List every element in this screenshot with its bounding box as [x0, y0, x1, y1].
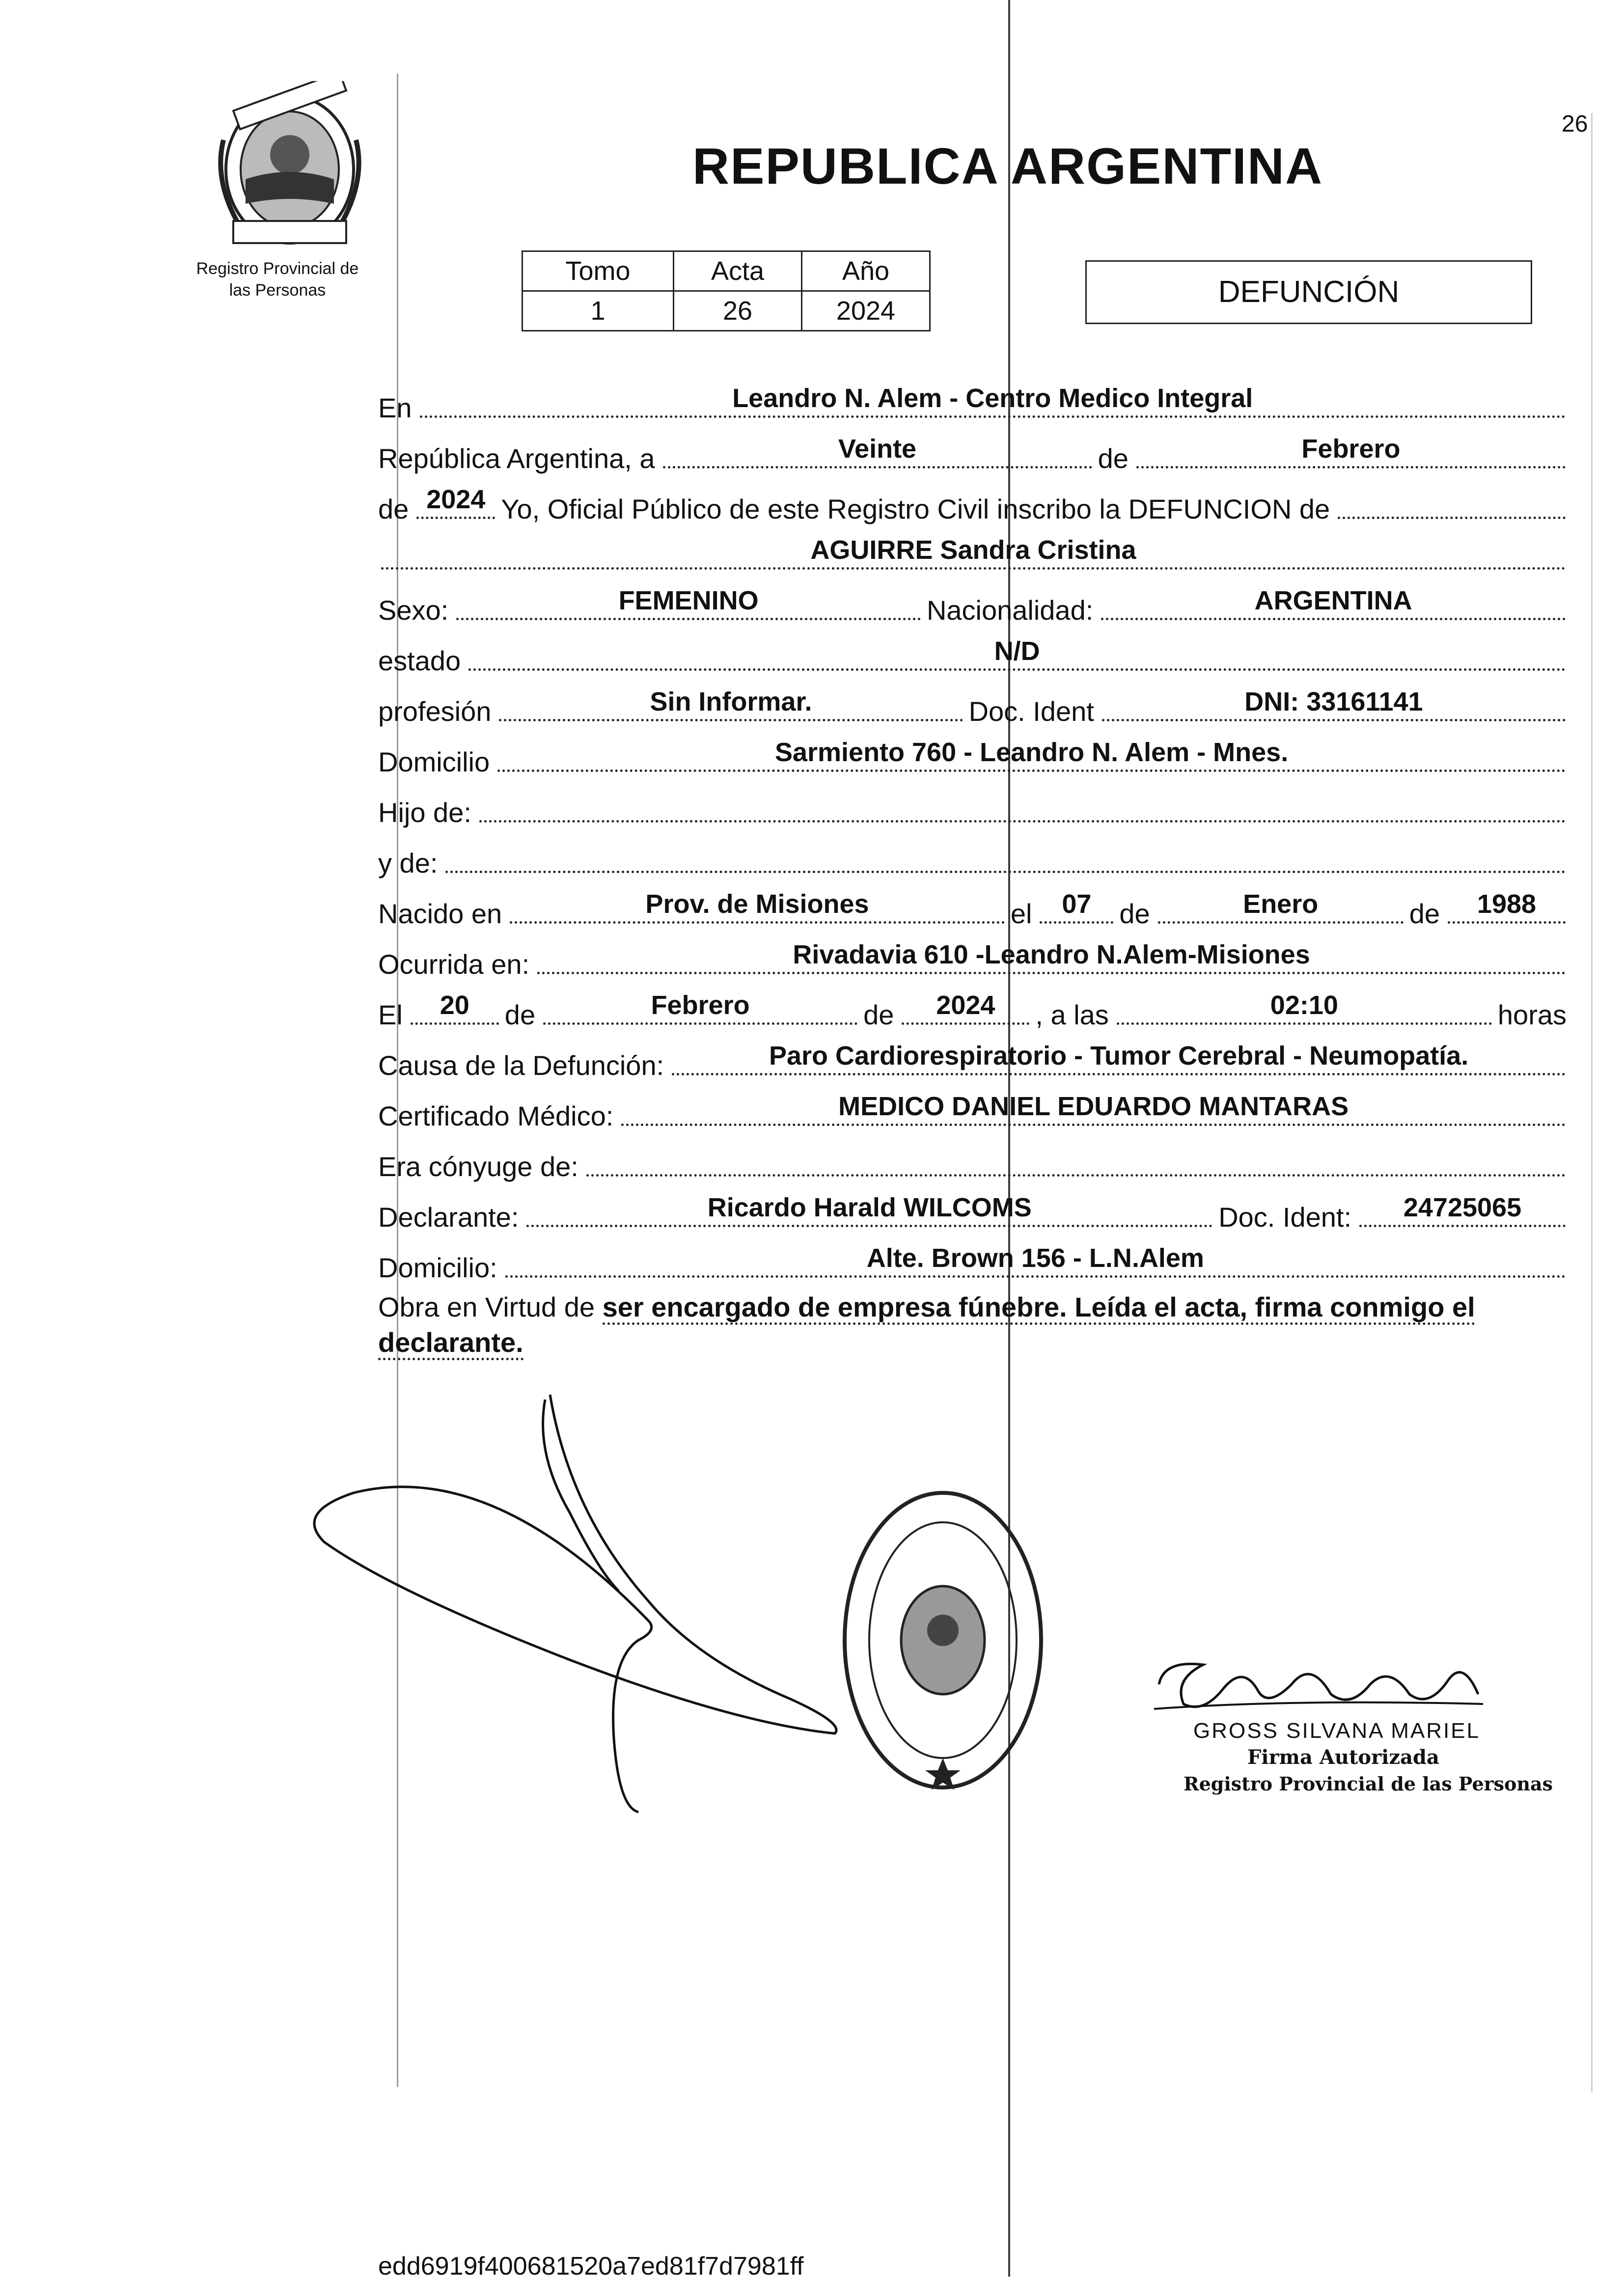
estado-value: N/D	[468, 636, 1566, 671]
right-edge-line	[1591, 113, 1593, 2092]
ocurrida-value: Rivadavia 610 -Leandro N.Alem-Misiones	[537, 939, 1566, 974]
alas-label: , a las	[1035, 999, 1109, 1030]
decl-domicilio-value: Alte. Brown 156 - L.N.Alem	[505, 1243, 1566, 1278]
obra-label: Obra en Virtud de	[378, 1292, 595, 1322]
estado-label: estado	[378, 645, 461, 676]
registry-label-line2: las Personas	[229, 281, 326, 300]
death-year-value: 2024	[902, 990, 1029, 1025]
document-hash: edd6919f400681520a7ed81f7d7981ff	[378, 2252, 804, 2281]
declarant-signature	[295, 1385, 908, 1827]
signatory-org: Registro Provincial de las Personas	[1184, 1773, 1553, 1795]
hijo-label: Hijo de:	[378, 797, 471, 828]
conyuge-label: Era cónyuge de:	[378, 1151, 578, 1182]
officer-blank	[1338, 515, 1566, 519]
profesion-value: Sin Informar.	[499, 687, 963, 721]
el2-label: El	[378, 999, 403, 1030]
sexo-value: FEMENINO	[456, 585, 921, 620]
domicilio-label: Domicilio	[378, 746, 490, 777]
conyuge-value	[586, 1172, 1566, 1177]
death-day-value: 20	[411, 990, 499, 1025]
en-label: En	[378, 392, 412, 423]
row-conyuge	[378, 1132, 1571, 1182]
officer-signature	[1144, 1650, 1488, 1719]
birth-year-value: 1988	[1448, 889, 1566, 924]
nacido-value: Prov. de Misiones	[510, 889, 1005, 924]
registry-label	[169, 258, 385, 301]
row-declarante	[378, 1182, 1571, 1233]
ocurrida-label: Ocurrida en:	[378, 949, 530, 980]
row-place	[378, 373, 1571, 424]
row-deceased	[378, 525, 1571, 576]
certificado-value: MEDICO DANIEL EDUARDO MANTARAS	[621, 1091, 1566, 1126]
birth-de2-label: de	[1409, 898, 1440, 929]
page-title: REPUBLICA ARGENTINA	[692, 138, 1323, 195]
acta-value: 26	[674, 291, 802, 331]
nacionalidad-label: Nacionalidad:	[926, 595, 1094, 626]
birth-day-value: 07	[1040, 889, 1113, 924]
death-time-value: 02:10	[1117, 990, 1492, 1025]
decl-domicilio-label: Domicilio:	[378, 1252, 497, 1283]
el-label: el	[1010, 898, 1032, 929]
row-domicilio	[378, 727, 1571, 778]
domicilio-value: Sarmiento 760 - Leandro N. Alem - Mnes.	[497, 737, 1566, 772]
deceased-name-value: AGUIRRE Sandra Cristina	[381, 535, 1566, 570]
row-causa	[378, 1031, 1571, 1081]
act-type-box: DEFUNCIÓN	[1085, 260, 1532, 324]
signatory-name: GROSS SILVANA MARIEL	[1193, 1719, 1481, 1743]
death-de2-label: de	[863, 999, 894, 1030]
anio-header: Año	[802, 251, 930, 291]
causa-label: Causa de la Defunción:	[378, 1050, 664, 1081]
place-value: Leandro N. Alem - Centro Medico Integral	[420, 383, 1566, 418]
row-yde	[378, 828, 1571, 879]
row-date	[378, 424, 1571, 474]
yde-value	[445, 869, 1566, 873]
reference-value-row	[523, 291, 930, 331]
row-certificado	[378, 1081, 1571, 1132]
decl-doc-label: Doc. Ident:	[1218, 1202, 1351, 1233]
row-sex	[378, 576, 1571, 626]
de-label: de	[1098, 443, 1129, 474]
row-obra	[378, 1284, 1571, 1360]
page-number: 26	[1562, 111, 1588, 137]
acta-header: Acta	[674, 251, 802, 291]
decl-doc-value: 24725065	[1359, 1192, 1566, 1227]
day-words-value: Veinte	[663, 434, 1092, 468]
officer-text: Yo, Oficial Público de este Registro Civil inscribo la DEFUNCION de	[501, 494, 1330, 524]
row-officer	[378, 474, 1571, 525]
delegation-stamp	[835, 1483, 1051, 1797]
row-hijo	[378, 778, 1571, 828]
de2-label: de	[378, 494, 409, 524]
sexo-label: Sexo:	[378, 595, 449, 626]
profesion-label: profesión	[378, 696, 492, 727]
republica-label: República Argentina, a	[378, 443, 655, 474]
declarante-value: Ricardo Harald WILCOMS	[526, 1192, 1212, 1227]
nacionalidad-value: ARGENTINA	[1101, 585, 1566, 620]
obra-value: ser encargado de empresa fúnebre. Leída el acta, firma conmigo el declarante.	[378, 1292, 1475, 1360]
registry-label-line1: Registro Provincial de	[196, 259, 359, 278]
birth-month-value: Enero	[1158, 889, 1404, 924]
death-record-form	[378, 373, 1571, 1360]
row-birth	[378, 879, 1571, 930]
row-ocurrida	[378, 930, 1571, 980]
certificado-label: Certificado Médico:	[378, 1100, 614, 1131]
death-month-value: Febrero	[543, 990, 857, 1025]
tomo-header: Tomo	[523, 251, 674, 291]
row-profesion	[378, 677, 1571, 727]
birth-de-label: de	[1119, 898, 1150, 929]
nacido-label: Nacido en	[378, 898, 502, 929]
misiones-coat-of-arms-icon	[199, 81, 381, 250]
row-estado	[378, 626, 1571, 677]
yde-label: y de:	[378, 848, 438, 879]
tomo-value: 1	[523, 291, 674, 331]
anio-value: 2024	[802, 291, 930, 331]
reference-header-row	[523, 251, 930, 291]
hijo-value	[479, 818, 1566, 823]
row-death-date	[378, 980, 1571, 1031]
doc-value: DNI: 33161141	[1102, 687, 1566, 721]
month-value: Febrero	[1136, 434, 1566, 468]
doc-label: Doc. Ident	[968, 696, 1094, 727]
horas-label: horas	[1497, 999, 1567, 1030]
year-value: 2024	[416, 484, 495, 519]
causa-value: Paro Cardiorespiratorio - Tumor Cerebral - Neumopatía.	[672, 1041, 1566, 1075]
reference-table	[522, 250, 931, 331]
declarante-label: Declarante:	[378, 1202, 519, 1233]
death-de-label: de	[504, 999, 536, 1030]
row-decl-domicilio	[378, 1233, 1571, 1284]
signatory-role: Firma Autorizada	[1247, 1746, 1439, 1769]
